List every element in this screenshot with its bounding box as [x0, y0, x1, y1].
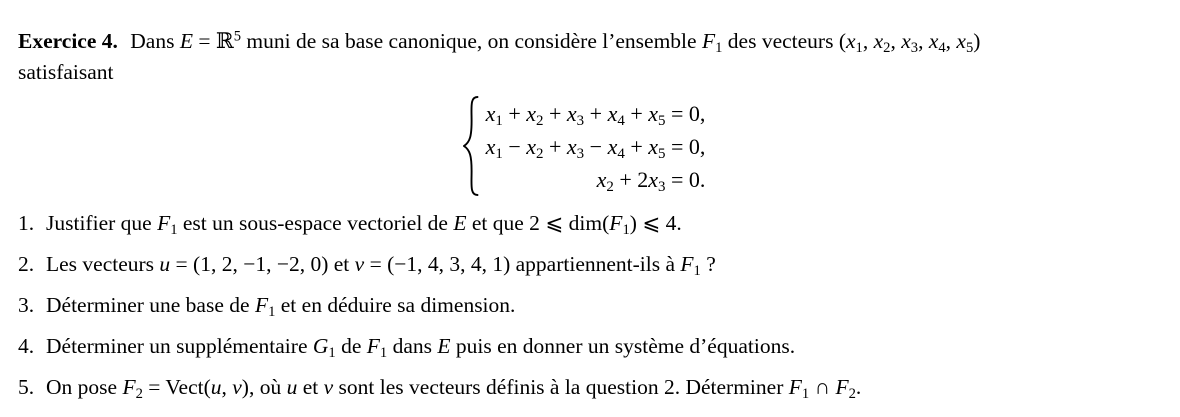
text-run: ,: [918, 29, 929, 53]
math-variable: $F_1$: [157, 211, 178, 239]
subscript: 1: [495, 145, 503, 162]
math-variable: $F_1$: [609, 211, 630, 239]
math-variable: $x_5$: [648, 133, 666, 162]
subscript: 5: [658, 145, 666, 162]
text-run: Dans: [124, 29, 180, 53]
question-text: [46, 374, 1150, 401]
math-variable: $x_3$: [566, 100, 585, 129]
equation-row-2: [486, 130, 706, 163]
math-variable: $F_2$: [122, 375, 143, 403]
subscript: 3: [658, 178, 666, 195]
math-variable: $x_1$: [485, 133, 503, 162]
text-run: +: [624, 133, 649, 159]
math-variable: $x_3$: [901, 29, 919, 57]
question-number: 1.: [18, 211, 35, 235]
text-run: ∩: [809, 375, 836, 399]
math-variable: $x_3$: [566, 133, 585, 162]
subscript: 1: [495, 112, 503, 129]
math-variable: $x_2$: [596, 166, 614, 195]
subscript: 2: [606, 178, 614, 195]
text-run: dans: [387, 334, 438, 358]
subscript: 3: [576, 145, 585, 162]
question-text: [46, 251, 1150, 278]
text-run: satisfaisant: [18, 60, 114, 84]
text-run: = (1, 2, −1, −2, 0) et: [170, 252, 355, 276]
math-variable: u: [286, 375, 298, 399]
text-run: Déterminer un supplémentaire: [46, 334, 313, 358]
question-list: [18, 210, 1150, 401]
question-item-2: [18, 251, 1150, 278]
text-run: ), où: [241, 375, 287, 399]
text-run: et en déduire sa dimension.: [275, 293, 516, 317]
text-run: ) ⩽ 4.: [629, 211, 682, 235]
text-run: −: [584, 133, 608, 159]
subscript: 1: [855, 40, 863, 57]
subscript: 5: [658, 112, 666, 129]
text-run: +: [624, 100, 649, 126]
text-run: = 0,: [665, 133, 706, 159]
exercise-intro-line-1: [18, 26, 1150, 57]
subscript: 2: [848, 386, 856, 403]
equation-rows: [486, 97, 706, 196]
math-variable: $F_1$: [680, 252, 701, 280]
text-run: muni de sa base canonique, on considère l’ensemble: [241, 29, 702, 53]
text-run: puis en donner un système d’équations.: [450, 334, 796, 358]
subscript: 4: [617, 112, 625, 129]
subscript: 2: [536, 112, 544, 129]
text-run: .: [855, 375, 862, 399]
equation-row-3: [486, 163, 706, 196]
text-run: + 2: [613, 166, 649, 192]
subscript: 2: [883, 40, 891, 57]
math-variable: u: [210, 375, 222, 399]
math-variable: $x_4$: [607, 133, 625, 162]
text-run: est un sous-espace vectoriel de: [177, 211, 454, 235]
math-variable: v: [354, 252, 365, 276]
question-item-4: [18, 333, 1150, 360]
subscript: 2: [135, 386, 143, 403]
math-variable: $F_1$: [701, 29, 723, 57]
question-item-1: [18, 210, 1150, 237]
text-run: = Vect(: [142, 375, 211, 399]
math-variable: $x_2$: [526, 100, 544, 129]
math-variable: $x_4$: [607, 100, 625, 129]
text-run: = 0,: [665, 100, 706, 126]
question-text: [46, 333, 1150, 360]
text-run: +: [502, 100, 527, 126]
math-variable: $x_3$: [648, 166, 666, 195]
subscript: 5: [965, 40, 974, 57]
math-variable: $G_1$: [312, 334, 336, 362]
math-variable: $F_2$: [835, 375, 856, 403]
text-run: des vecteurs (: [722, 29, 846, 53]
text-run: =: [192, 29, 216, 53]
question-number: 4.: [18, 334, 35, 358]
bold-text: Exercice 4.: [18, 29, 118, 53]
math-variable: $x_1$: [845, 29, 863, 57]
math-variable: $F_1$: [788, 375, 810, 403]
subscript: 3: [910, 40, 919, 57]
question-item-3: [18, 292, 1150, 319]
equation-row-1: [486, 97, 706, 130]
text-run: −: [502, 133, 527, 159]
subscript: 4: [617, 145, 625, 162]
question-text: [46, 210, 1150, 237]
question-text: [46, 292, 1150, 319]
superscript: 5: [233, 28, 242, 45]
text-run: ,: [945, 29, 957, 53]
text-run: Les vecteurs: [46, 252, 160, 276]
text-run: = 0.: [665, 166, 706, 192]
text-run: Déterminer une base de: [46, 293, 255, 317]
subscript: 1: [693, 263, 701, 280]
text-run: ): [973, 29, 981, 53]
math-variable: u: [159, 252, 171, 276]
subscript: 1: [170, 222, 178, 239]
subscript: 4: [938, 40, 946, 57]
equation-system: [18, 96, 1150, 196]
text-run: +: [584, 100, 608, 126]
math-variable: $x_4$: [928, 29, 946, 57]
subscript: 1: [328, 345, 336, 362]
text-run: = (−1, 4, 3, 4, 1) appartiennent-ils à: [364, 252, 681, 276]
text-run: et: [297, 375, 324, 399]
math-variable: $x_2$: [873, 29, 891, 57]
subscript: 1: [379, 345, 388, 362]
text-run: ,: [221, 375, 233, 399]
subscript: 1: [622, 222, 630, 239]
text-run: et que 2 ⩽ dim(: [466, 211, 610, 235]
text-run: ,: [890, 29, 902, 53]
math-variable: $F_1$: [254, 293, 276, 321]
subscript: 2: [536, 145, 544, 162]
subscript: 3: [576, 112, 585, 129]
question-item-5: [18, 374, 1150, 401]
subscript: 1: [715, 40, 723, 57]
exercise-intro-line-2: [18, 57, 1150, 88]
question-number: 2.: [18, 252, 35, 276]
text-run: Justifier que: [46, 211, 158, 235]
text-run: ?: [700, 252, 716, 276]
subscript: 1: [268, 304, 276, 321]
math-variable: $x_5$: [956, 29, 974, 57]
math-variable: $x_5$: [648, 100, 666, 129]
text-run: de: [335, 334, 367, 358]
math-variable: $x_2$: [526, 133, 544, 162]
math-variable: v: [323, 375, 334, 399]
math-variable: $F_1$: [366, 334, 388, 362]
text-run: +: [543, 100, 567, 126]
left-brace-icon: [463, 96, 479, 196]
text-run: ℝ$^5$: [215, 28, 242, 53]
question-number: 5.: [18, 375, 35, 399]
text-run: ,: [862, 29, 874, 53]
math-variable: E: [453, 211, 467, 235]
math-variable: E: [179, 29, 193, 53]
math-variable: E: [437, 334, 451, 358]
text-run: On pose: [46, 375, 123, 399]
subscript: 1: [801, 386, 810, 403]
question-number: 3.: [18, 293, 35, 317]
text-run: sont les vecteurs définis à la question 2. Déterminer: [333, 375, 789, 399]
text-run: +: [543, 133, 567, 159]
math-variable: $x_1$: [485, 100, 503, 129]
math-variable: v: [232, 375, 242, 399]
